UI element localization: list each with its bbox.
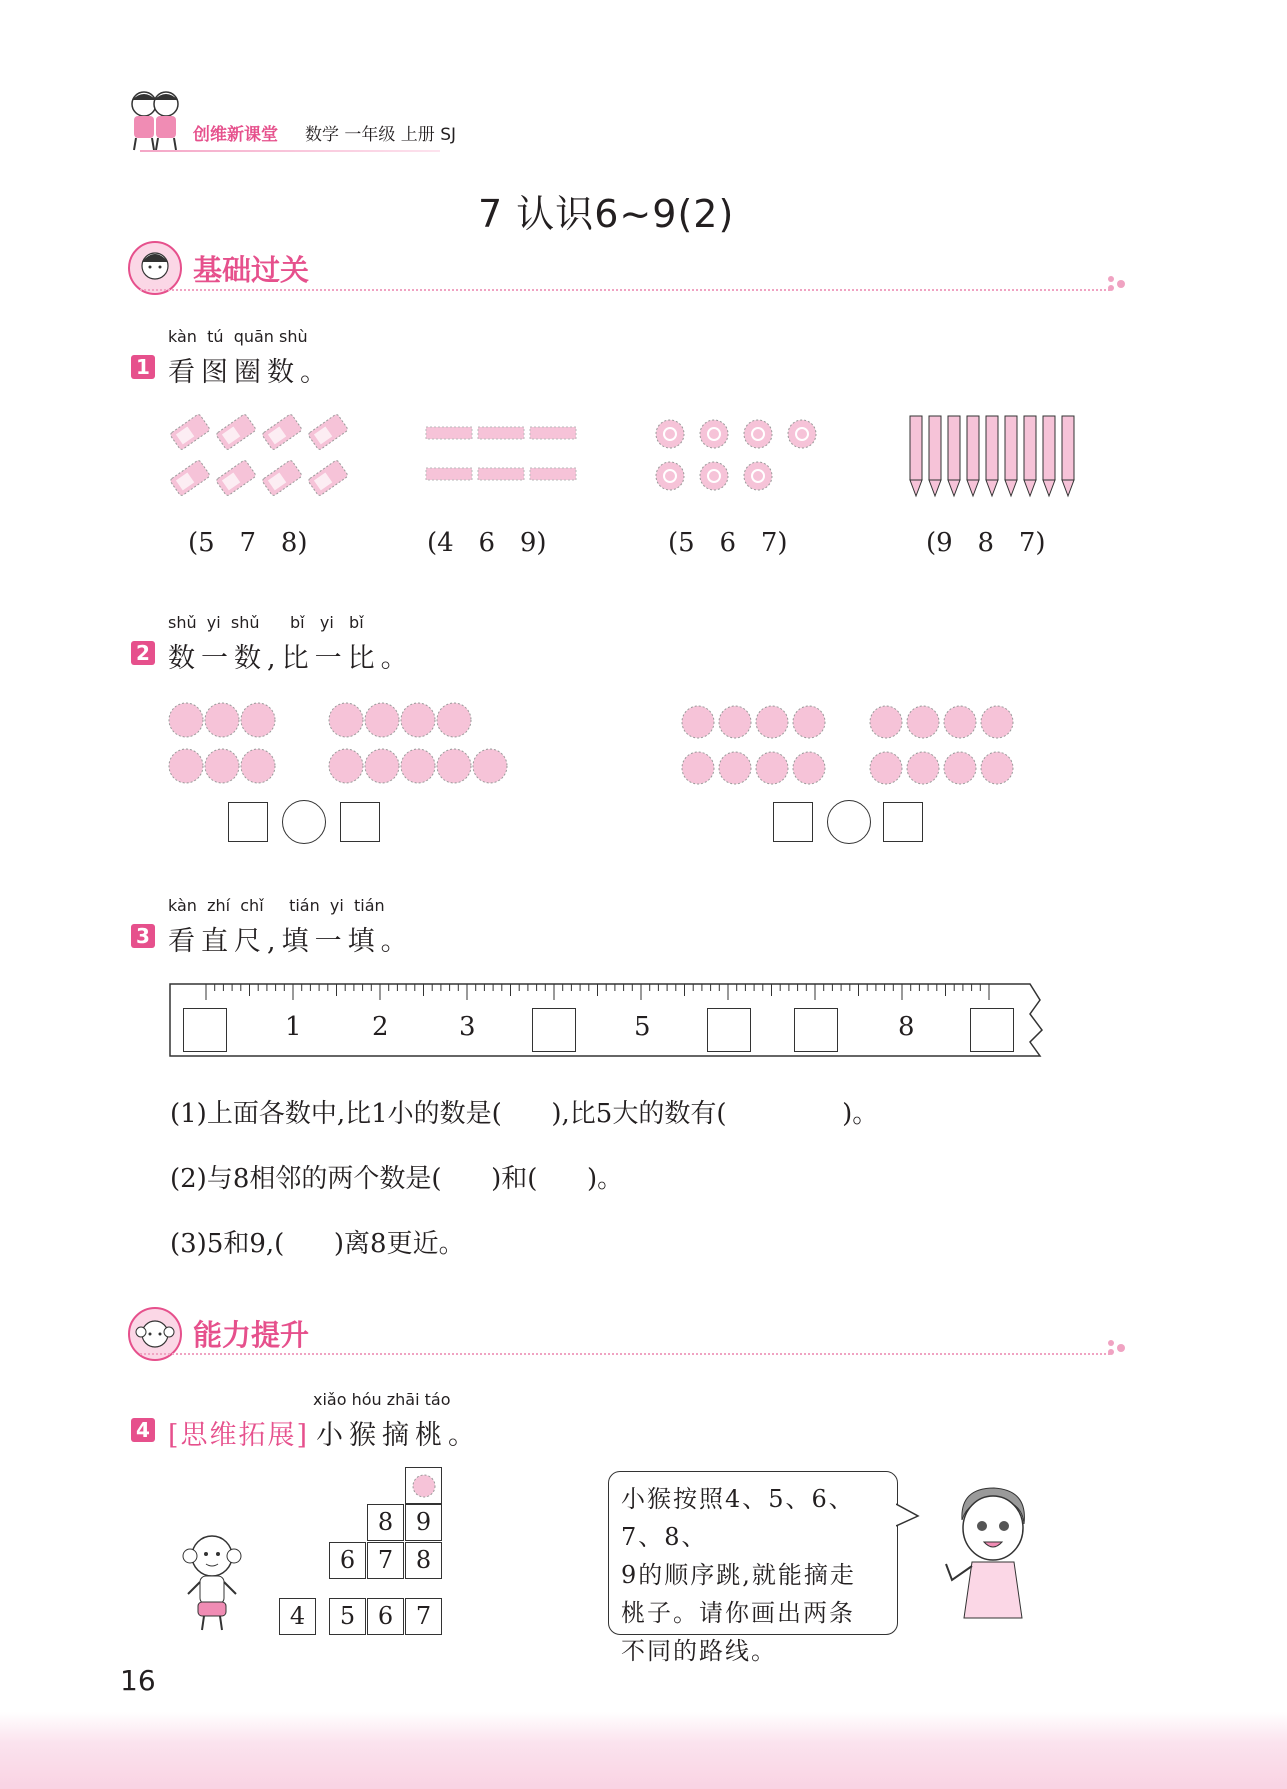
peach-icon xyxy=(365,749,399,783)
apple-icon xyxy=(719,752,751,784)
q3-number-badge: 3 xyxy=(131,924,155,948)
bubble-line: 小猴按照4、5、6、7、8、 xyxy=(621,1485,855,1551)
q1-option-2[interactable]: (4 6 9) xyxy=(427,528,547,558)
pencil-icon xyxy=(986,416,998,496)
pencil-icon xyxy=(1005,416,1017,496)
grid-cell[interactable]: 8 xyxy=(367,1504,404,1541)
header-kids-logo xyxy=(124,86,188,156)
bubble-line: 桃子。请你画出两条 xyxy=(621,1599,855,1627)
grid-cell[interactable]: 5 xyxy=(329,1598,366,1635)
apple-icon xyxy=(793,706,825,738)
pencil-icon xyxy=(967,416,979,496)
shell-icon xyxy=(744,462,772,490)
q1-group-erasers xyxy=(168,412,358,502)
stick-icon xyxy=(530,427,576,439)
q4-pinyin: xiǎo hóu zhāi táo xyxy=(313,1390,451,1409)
peach-icon xyxy=(437,703,471,737)
q2-left-answer-box-2[interactable] xyxy=(340,802,380,842)
eraser-icon xyxy=(262,413,303,450)
page-title: 7 认识6~9(2) xyxy=(478,192,735,236)
shell-icon xyxy=(700,420,728,448)
q2-question-text: 数一数,比一比。 xyxy=(168,643,414,674)
grid-cell[interactable]: 6 xyxy=(329,1542,366,1579)
apple-icon xyxy=(870,706,902,738)
peach-icon xyxy=(205,749,239,783)
peach-icon xyxy=(205,703,239,737)
shell-icon xyxy=(656,462,684,490)
apple-icon xyxy=(756,706,788,738)
q3-subquestion-1[interactable]: (1)上面各数中,比1小的数是( ),比5大的数有( )。 xyxy=(170,1099,879,1129)
apple-icon xyxy=(981,752,1013,784)
grid-cell[interactable]: 7 xyxy=(367,1542,404,1579)
pencil-icon xyxy=(948,416,960,496)
peach-icon xyxy=(407,1468,441,1502)
q1-question-text: 看图圈数。 xyxy=(168,357,333,388)
stick-icon xyxy=(426,427,472,439)
section-divider-dots-icon xyxy=(1107,1339,1129,1359)
apple-icon xyxy=(682,752,714,784)
ruler-blank-box-9[interactable] xyxy=(970,1008,1014,1052)
eraser-icon xyxy=(170,459,211,496)
apple-icon xyxy=(870,752,902,784)
ruler-number-2: 2 xyxy=(372,1012,389,1042)
section-advanced-divider xyxy=(140,1353,1110,1355)
section-basic-divider xyxy=(140,289,1110,291)
apple-icon xyxy=(907,752,939,784)
monkey-illustration xyxy=(180,1530,244,1636)
peach-icon xyxy=(169,749,203,783)
peach-icon xyxy=(329,749,363,783)
stick-icon xyxy=(478,427,524,439)
shell-icon xyxy=(744,420,772,448)
bubble-line: 不同的路线。 xyxy=(621,1637,777,1665)
q3-pinyin: kàn zhí chǐ tián yi tián xyxy=(168,896,385,915)
q1-group-pencils xyxy=(906,412,1086,500)
peach-icon xyxy=(401,749,435,783)
q1-number-badge: 1 xyxy=(131,355,155,379)
ruler-blank-box-0[interactable] xyxy=(183,1008,227,1052)
section-basic-title: 基础过关 xyxy=(193,253,310,287)
ruler-number-1: 1 xyxy=(285,1012,302,1042)
eraser-icon xyxy=(308,459,349,496)
shell-icon xyxy=(788,420,816,448)
q2-number-badge: 2 xyxy=(131,641,155,665)
stick-icon xyxy=(478,468,524,480)
pencil-icon xyxy=(1024,416,1036,496)
peach-icon xyxy=(473,749,507,783)
q2-right-answer-box-1[interactable] xyxy=(773,802,813,842)
apple-icon xyxy=(907,706,939,738)
ruler-number-3: 3 xyxy=(459,1012,476,1042)
q1-group-sticks xyxy=(424,424,584,484)
peach-icon xyxy=(329,703,363,737)
q4-tag: [思维拓展] xyxy=(168,1420,310,1451)
apple-icon xyxy=(719,706,751,738)
section-advanced-title: 能力提升 xyxy=(193,1318,310,1352)
grid-cell[interactable]: 8 xyxy=(405,1542,442,1579)
header-book-info: 数学 一年级 上册 SJ xyxy=(305,125,457,145)
q1-option-4[interactable]: (9 8 7) xyxy=(926,528,1046,558)
grid-cell[interactable]: 6 xyxy=(367,1598,404,1635)
q2-pinyin: shǔ yi shǔ bǐ yi bǐ xyxy=(168,613,364,632)
bubble-line: 9的顺序跳,就能摘走 xyxy=(621,1561,856,1589)
q2-apple-group-b xyxy=(866,698,1026,790)
q2-peach-group-b xyxy=(328,698,528,790)
pencil-icon xyxy=(1062,416,1074,496)
q1-pinyin: kàn tú quān shù xyxy=(168,327,308,346)
q2-left-compare-circle[interactable] xyxy=(282,800,326,844)
grid-cell[interactable]: 9 xyxy=(405,1504,442,1541)
q2-apple-group-a xyxy=(678,698,838,790)
stick-icon xyxy=(426,468,472,480)
pencil-icon xyxy=(910,416,922,496)
hint-speech-bubble xyxy=(608,1471,898,1665)
apple-icon xyxy=(981,706,1013,738)
header-underline xyxy=(140,150,440,152)
apple-icon xyxy=(944,752,976,784)
q2-left-answer-box-1[interactable] xyxy=(228,802,268,842)
q1-option-3[interactable]: (5 6 7) xyxy=(668,528,788,558)
bottom-decoration-band xyxy=(0,1712,1287,1789)
eraser-icon xyxy=(308,413,349,450)
section-divider-dots-icon xyxy=(1107,275,1129,295)
peach-cell xyxy=(405,1467,442,1504)
eraser-icon xyxy=(262,459,303,496)
q3-question-text: 看直尺,填一填。 xyxy=(168,926,414,957)
shell-icon xyxy=(656,420,684,448)
ruler-blank-box-4[interactable] xyxy=(532,1008,576,1052)
apple-icon xyxy=(944,706,976,738)
ruler-blank-box-6[interactable] xyxy=(707,1008,751,1052)
grid-cell[interactable]: 7 xyxy=(405,1598,442,1635)
apple-icon xyxy=(793,752,825,784)
pencil-icon xyxy=(929,416,941,496)
header-brand: 创维新课堂 xyxy=(193,125,278,145)
peach-icon xyxy=(437,749,471,783)
peach-icon xyxy=(241,749,275,783)
q3-subquestion-2[interactable]: (2)与8相邻的两个数是( )和( )。 xyxy=(170,1164,624,1194)
apple-icon xyxy=(682,706,714,738)
grid-cell[interactable]: 4 xyxy=(279,1598,316,1635)
section-basic-badge-icon xyxy=(127,240,183,296)
ruler-blank-box-7[interactable] xyxy=(794,1008,838,1052)
q4-number-badge: 4 xyxy=(131,1418,155,1442)
peach-icon xyxy=(169,703,203,737)
q4-question-text: 小猴摘桃。 xyxy=(316,1420,481,1451)
peach-icon xyxy=(241,703,275,737)
apple-icon xyxy=(756,752,788,784)
eraser-icon xyxy=(170,413,211,450)
boy-illustration xyxy=(942,1480,1042,1622)
q2-peach-group-a xyxy=(168,698,288,790)
q2-right-answer-box-2[interactable] xyxy=(883,802,923,842)
stick-icon xyxy=(530,468,576,480)
shell-icon xyxy=(700,462,728,490)
bubble-tail-icon xyxy=(896,1500,922,1534)
eraser-icon xyxy=(216,413,257,450)
q3-subquestion-3[interactable]: (3)5和9,( )离8更近。 xyxy=(170,1229,465,1259)
eraser-icon xyxy=(216,459,257,496)
ruler-number-8: 8 xyxy=(898,1012,915,1042)
q2-right-compare-circle[interactable] xyxy=(827,800,871,844)
pencil-icon xyxy=(1043,416,1055,496)
peach-icon xyxy=(401,703,435,737)
ruler-number-5: 5 xyxy=(634,1012,651,1042)
page-number: 16 xyxy=(120,1664,156,1697)
peach-icon xyxy=(365,703,399,737)
q1-group-shells xyxy=(648,412,838,502)
q1-option-1[interactable]: (5 7 8) xyxy=(188,528,308,558)
